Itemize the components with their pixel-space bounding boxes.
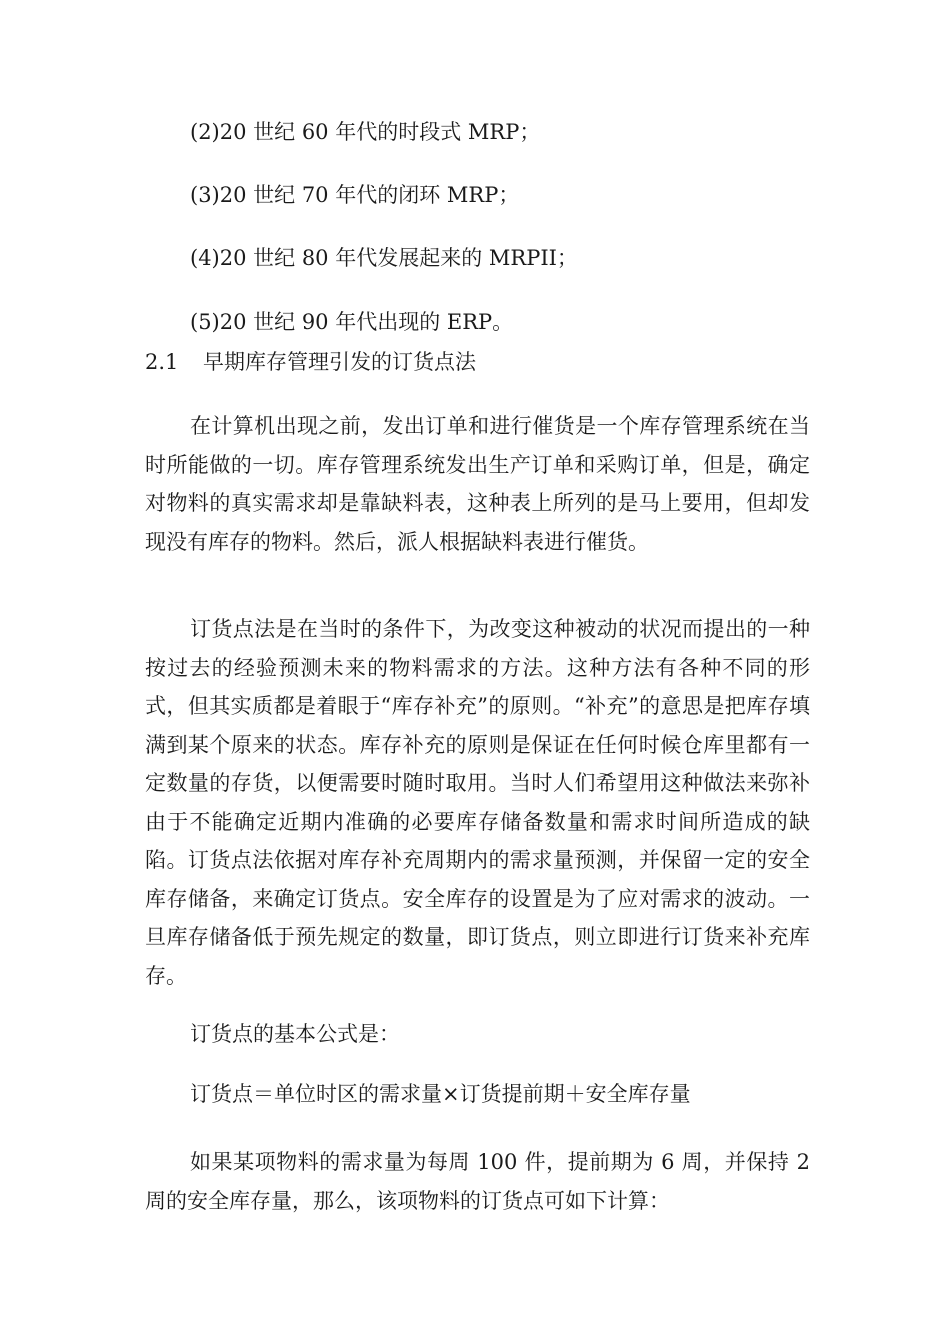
list-item-mrpii: (4)20 世纪 80 年代发展起来的 MRPII； [190, 246, 578, 270]
paragraph-order-point-method: 订货点法是在当时的条件下，为改变这种被动的状况而提出的一种按过去的经验预测未来的物料需求的方法。这种方法有各种不同的形式，但其实质都是着眼于“库存补充”的原则。“补充”的意思是把库存填满到某个原来的状态。库存补充的原则是保证在任何时候仓库里都有一定数量的存货，以便需要时随时取用。当时人们希望用这种做法来弥补由于不能确定近期内准确的必要库存储备数量和需求时间所造成的缺陷。订货点法依据对库存补充周期内的需求量预测，并保留一定的安全库存储备，来确定订货点。安全库存的设置是为了应对需求的波动。一旦库存储备低于预先规定的数量，即订货点，则立即进行订货来补充库存。 [145, 617, 810, 988]
section-number: 2.1 [145, 350, 179, 374]
paragraph-example: 如果某项物料的需求量为每周 100 件，提前期为 6 周，并保持 2 周的安全库存量，那么，该项物料的订货点可如下计算： [145, 1150, 810, 1213]
paragraph-before-computers: 在计算机出现之前，发出订单和进行催货是一个库存管理系统在当时所能做的一切。库存管理系统发出生产订单和采购订单，但是，确定对物料的真实需求却是靠缺料表，这种表上所列的是马上要用，但却发现没有库存的物料。然后，派人根据缺料表进行催货。 [145, 414, 810, 554]
list-item-erp: (5)20 世纪 90 年代出现的 ERP。 [190, 310, 514, 334]
paragraph-formula-intro: 订货点的基本公式是： [190, 1022, 400, 1046]
section-heading [145, 347, 476, 377]
list-item-mrp-timephased: (2)20 世纪 60 年代的时段式 MRP； [190, 120, 541, 144]
section-title: 早期库存管理引发的订货点法 [203, 350, 476, 374]
list-item-closed-loop-mrp: (3)20 世纪 70 年代的闭环 MRP； [190, 183, 520, 207]
formula-line: 订货点＝单位时区的需求量×订货提前期＋安全库存量 [190, 1082, 691, 1106]
